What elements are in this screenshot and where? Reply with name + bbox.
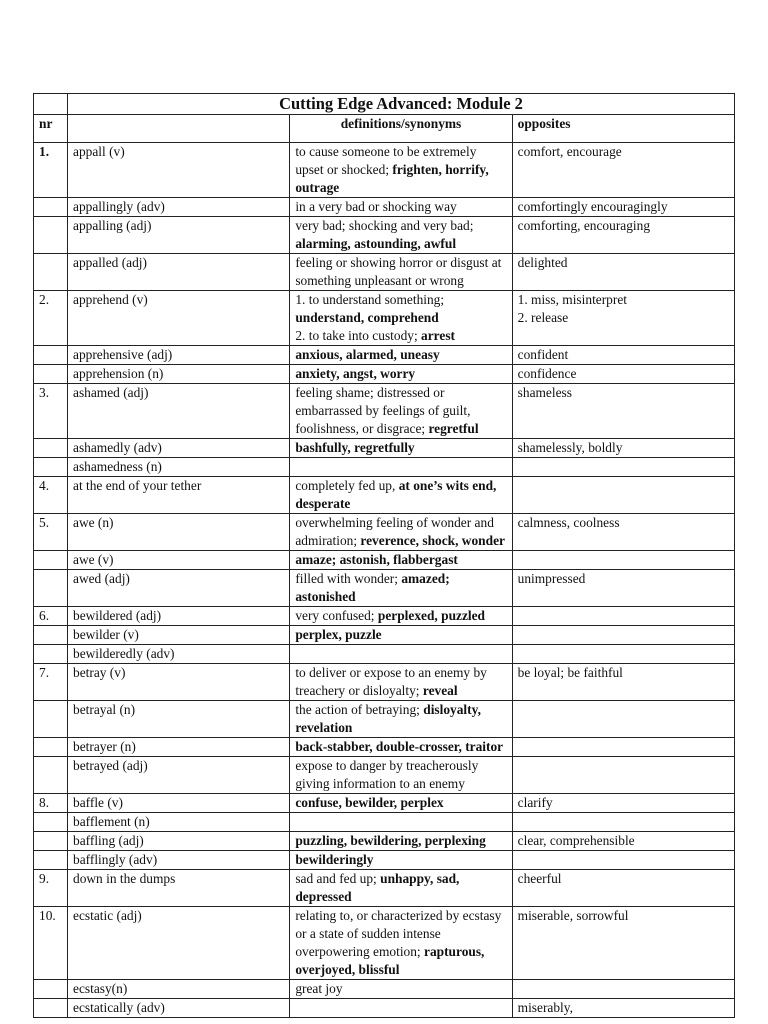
row-number: 10. [34,907,68,980]
opposites-text: calmness, coolness [517,515,620,530]
row-word: apprehension (n) [68,365,290,384]
row-number [34,980,68,999]
synonyms-text: amazed; astonished [295,571,450,604]
synonyms-text: bashfully, regretfully [295,440,415,455]
row-number [34,626,68,645]
opposites-text: shameless [517,385,572,400]
row-number: 1. [34,143,68,198]
row-definition [290,198,512,217]
row-opposites [512,870,734,907]
row-opposites [512,626,734,645]
row-opposites [512,832,734,851]
header-definitions: definitions/synonyms [290,115,512,143]
synonyms-text: understand, comprehend [295,310,439,325]
table-row [34,570,735,607]
page-title: Cutting Edge Advanced: Module 2 [68,94,735,115]
table-row [34,551,735,570]
row-opposites [512,365,734,384]
synonyms-text: confuse, bewilder, perplex [295,795,444,810]
row-definition [290,626,512,645]
synonyms-text: alarming, astounding, awful [295,236,457,251]
row-definition [290,570,512,607]
row-word: ecstasy(n) [68,980,290,999]
synonyms-text: arrest [421,328,456,343]
table-row [34,458,735,477]
row-number [34,813,68,832]
header-word-empty [68,115,290,143]
row-definition [290,477,512,514]
row-number: 6. [34,607,68,626]
row-definition [290,439,512,458]
row-word: down in the dumps [68,870,290,907]
header-opposites: opposites [512,115,734,143]
row-word: bewilderedly (adv) [68,645,290,664]
row-opposites [512,254,734,291]
row-word: at the end of your tether [68,477,290,514]
row-word: appallingly (adv) [68,198,290,217]
table-row [34,701,735,738]
row-word: betrayer (n) [68,738,290,757]
definition-text: very bad; shocking and very bad; [295,218,474,233]
row-word: bewilder (v) [68,626,290,645]
opposites-text: comfortingly encouragingly [517,199,668,214]
row-number: 7. [34,664,68,701]
row-word: awed (adj) [68,570,290,607]
table-row [34,626,735,645]
row-number: 4. [34,477,68,514]
table-row [34,794,735,813]
table-row [34,514,735,551]
vocabulary-table [33,93,735,1018]
synonyms-text: anxiety, angst, worry [295,366,416,381]
row-word: ashamedness (n) [68,458,290,477]
row-number [34,738,68,757]
row-definition [290,346,512,365]
table-row [34,907,735,980]
row-definition [290,217,512,254]
opposites-text: be loyal; be faithful [517,665,623,680]
row-number [34,757,68,794]
row-definition [290,645,512,664]
row-word: bafflement (n) [68,813,290,832]
synonyms-text: unhappy, sad, depressed [295,871,460,904]
opposites-text: 1. miss, misinterpret [517,292,628,307]
row-word: ashamed (adj) [68,384,290,439]
row-number [34,701,68,738]
row-opposites [512,477,734,514]
row-word: baffle (v) [68,794,290,813]
definition-text: completely fed up, [295,478,399,493]
opposites-text: cheerful [517,871,562,886]
row-definition [290,458,512,477]
row-word: appalling (adj) [68,217,290,254]
row-opposites [512,607,734,626]
synonyms-text: reveal [422,683,458,698]
row-opposites [512,551,734,570]
row-opposites [512,291,734,346]
row-opposites [512,664,734,701]
row-word: betrayal (n) [68,701,290,738]
opposites-text: delighted [517,255,568,270]
row-opposites [512,757,734,794]
table-row [34,384,735,439]
row-number [34,999,68,1018]
definition-text: to cause someone to be extremely upset or shocked; [295,144,477,177]
table-row [34,980,735,999]
opposites-text: miserable, sorrowful [517,908,629,923]
synonyms-text: rapturous, overjoyed, blissful [295,944,485,977]
row-word: bafflingly (adv) [68,851,290,870]
row-definition [290,832,512,851]
definition-text: in a very bad or shocking way [295,199,457,214]
opposites-text: comforting, encouraging [517,218,651,233]
table-row [34,198,735,217]
row-number [34,254,68,291]
synonyms-text: amaze; astonish, flabbergast [295,552,458,567]
opposites-text: confident [517,347,569,362]
row-definition [290,757,512,794]
header-nr: nr [34,115,68,143]
row-opposites [512,384,734,439]
row-definition [290,870,512,907]
opposites-text: shamelessly, boldly [517,440,623,455]
opposites-text: miserably, [517,1000,573,1015]
opposites-text: comfort, encourage [517,144,622,159]
title-row [34,94,735,115]
opposites-text: confidence [517,366,577,381]
row-definition [290,607,512,626]
row-definition [290,514,512,551]
synonyms-text: reverence, shock, wonder [360,533,505,548]
row-number: 9. [34,870,68,907]
row-definition [290,813,512,832]
synonyms-text: frighten, horrify, outrage [295,162,489,195]
table-row [34,738,735,757]
synonyms-text: perplex, puzzle [295,627,382,642]
synonyms-text: back-stabber, double-crosser, traitor [295,739,504,754]
row-definition [290,907,512,980]
definition-text: feeling shame; distressed or embarrassed by feelings of guilt, foolishness, or disgrace; [295,385,471,436]
row-number [34,645,68,664]
row-opposites [512,143,734,198]
opposites-text: unimpressed [517,571,586,586]
row-number [34,217,68,254]
row-word: bewildered (adj) [68,607,290,626]
row-word: betrayed (adj) [68,757,290,794]
definition-text: 2. to take into custody; [295,328,422,343]
table-row [34,477,735,514]
row-word: ecstatically (adv) [68,999,290,1018]
table-row [34,254,735,291]
table-row [34,143,735,198]
row-word: appalled (adj) [68,254,290,291]
row-definition [290,851,512,870]
definition-text: relating to, or characterized by ecstasy or a state of sudden intense overpowering emotion; [295,908,502,959]
row-word: awe (n) [68,514,290,551]
row-word: apprehend (v) [68,291,290,346]
row-word: ashamedly (adv) [68,439,290,458]
row-number [34,570,68,607]
definition-text: the action of betraying; [295,702,424,717]
row-definition [290,980,512,999]
table-row [34,757,735,794]
synonyms-text: disloyalty, revelation [295,702,481,735]
row-definition [290,701,512,738]
synonyms-text: perplexed, puzzled [377,608,486,623]
definition-text: 1. to understand something; [295,292,445,307]
row-definition [290,384,512,439]
definition-text: overwhelming feeling of wonder and admiration; [295,515,494,548]
row-definition [290,794,512,813]
row-definition [290,143,512,198]
row-opposites [512,346,734,365]
table-row [34,664,735,701]
row-number [34,832,68,851]
row-definition [290,254,512,291]
row-word: betray (v) [68,664,290,701]
vocabulary-table-body [34,94,735,1018]
row-definition [290,738,512,757]
definition-text: feeling or showing horror or disgust at something unpleasant or wrong [295,255,502,288]
row-number: 2. [34,291,68,346]
row-opposites [512,701,734,738]
row-word: apprehensive (adj) [68,346,290,365]
opposites-text: 2. release [517,310,569,325]
opposites-text: clarify [517,795,553,810]
row-definition [290,291,512,346]
table-row [34,870,735,907]
row-opposites [512,794,734,813]
row-number: 8. [34,794,68,813]
row-number [34,851,68,870]
row-number [34,439,68,458]
definition-text: sad and fed up; [295,871,381,886]
row-opposites [512,813,734,832]
synonyms-text: puzzling, bewildering, perplexing [295,833,486,848]
row-number: 5. [34,514,68,551]
row-word: awe (v) [68,551,290,570]
table-row [34,217,735,254]
title-empty-cell [34,94,68,115]
table-row [34,439,735,458]
row-opposites [512,907,734,980]
row-opposites [512,217,734,254]
row-opposites [512,999,734,1018]
synonyms-text: regretful [428,421,479,436]
table-row [34,607,735,626]
table-row [34,291,735,346]
row-opposites [512,439,734,458]
row-opposites [512,980,734,999]
table-row [34,832,735,851]
definition-text: to deliver or expose to an enemy by treachery or disloyalty; [295,665,487,698]
table-row [34,365,735,384]
row-number [34,365,68,384]
row-definition [290,365,512,384]
row-number [34,198,68,217]
row-number [34,346,68,365]
row-opposites [512,645,734,664]
row-number [34,458,68,477]
row-opposites [512,458,734,477]
table-row [34,813,735,832]
synonyms-text: bewilderingly [295,852,374,867]
row-opposites [512,851,734,870]
table-row [34,346,735,365]
table-row [34,999,735,1018]
row-word: baffling (adj) [68,832,290,851]
synonyms-text: anxious, alarmed, uneasy [295,347,440,362]
row-number [34,551,68,570]
row-definition [290,551,512,570]
header-row [34,115,735,143]
definition-text: great joy [295,981,343,996]
row-opposites [512,570,734,607]
definition-text: expose to danger by treacherously giving information to an enemy [295,758,479,791]
table-row [34,645,735,664]
opposites-text: clear, comprehensible [517,833,635,848]
row-opposites [512,738,734,757]
row-number: 3. [34,384,68,439]
synonyms-text: at one’s wits end, desperate [295,478,497,511]
row-opposites [512,198,734,217]
row-definition [290,999,512,1018]
table-row [34,851,735,870]
row-opposites [512,514,734,551]
row-word: ecstatic (adj) [68,907,290,980]
row-definition [290,664,512,701]
definition-text: very confused; [295,608,378,623]
row-word: appall (v) [68,143,290,198]
definition-text: filled with wonder; [295,571,402,586]
